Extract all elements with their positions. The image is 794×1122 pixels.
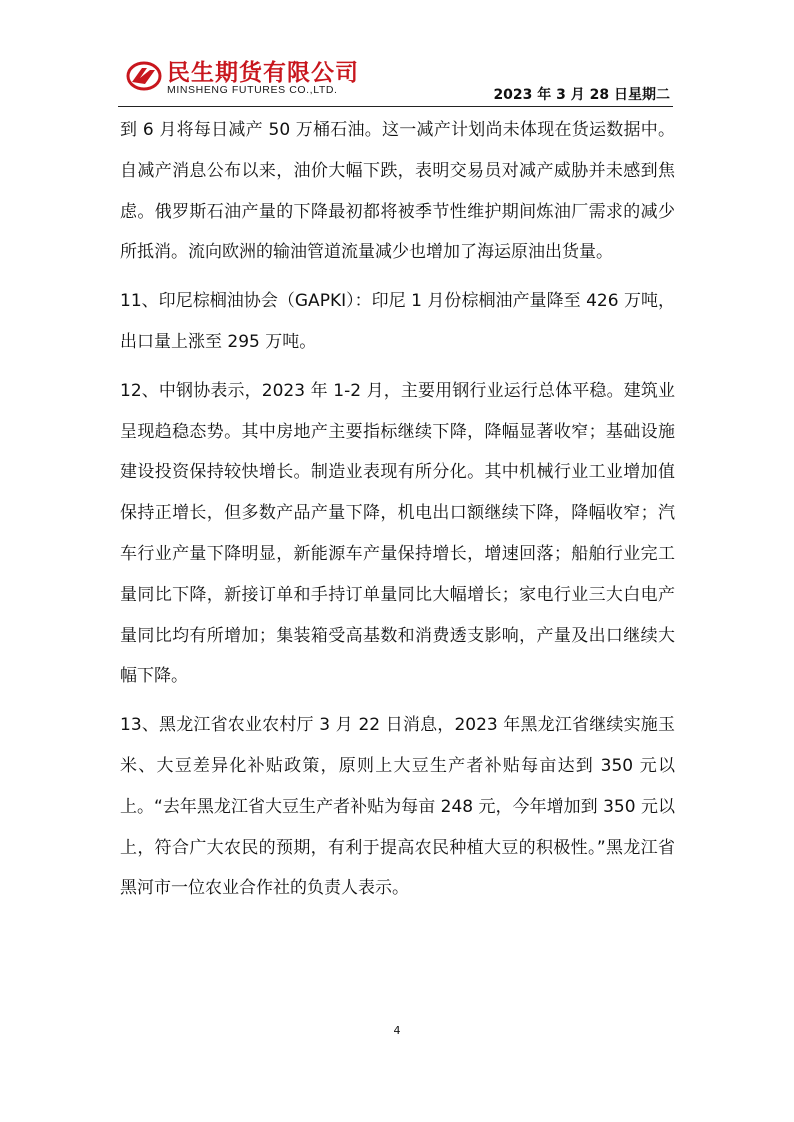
body-text [120, 110, 675, 909]
page-number: 4 [393, 1024, 401, 1037]
paragraph-item-13: 13、黑龙江省农业农村厅 3 月 22 日消息，2023 年黑龙江省继续实施玉米、大豆差异化补贴政策，原则上大豆生产者补贴每亩达到 350 元以上。“去年黑龙江省大豆生产者补贴为每亩 248 元，今年增加到 350 元以上，符合广大农民的预期，有利于提高农民种植大豆的积极性。”黑龙江省黑河市一位农业合作社的负责人表示。 [120, 715, 675, 899]
paragraph-item-12: 12、中钢协表示，2023 年 1-2 月，主要用钢行业运行总体平稳。建筑业呈现趋稳态势。其中房地产主要指标继续下降，降幅显著收窄；基础设施建设投资保持较快增长。制造业表现有所分化。其中机械行业工业增加值保持正增长，但多数产品产量下降，机电出口额继续下降，降幅收窄；汽车行业产量下降明显，新能源车产量保持增长，增速回落；船舶行业完工量同比下降，新接订单和手持订单量同比大幅增长；家电行业三大白电产量同比均有所增加；集装箱受高基数和消费透支影响，产量及出口继续大幅下降。 [120, 380, 675, 687]
paragraph-continuation: 到 6 月将每日减产 50 万桶石油。这一减产计划尚未体现在货运数据中。自减产消息公布以来，油价大幅下跌，表明交易员对减产威胁并未感到焦虑。俄罗斯石油产量的下降最初都将被季节性维护期间炼油厂需求的减少所抵消。流向欧洲的输油管道流量减少也增加了海运原油出货量。 [120, 120, 675, 263]
paragraph-item-11: 11、印尼棕榈油协会（GAPKI）：印尼 1 月份棕榈油产量降至 426 万吨，出口量上涨至 295 万吨。 [120, 291, 675, 352]
page-header [0, 0, 794, 110]
company-name-en: MINSHENG FUTURES CO.,LTD. [167, 84, 338, 96]
minsheng-logo-icon [126, 58, 162, 94]
company-name-cn: 民生期货有限公司 [167, 60, 359, 86]
report-date: 2023 年 3 月 28 日星期二 [493, 87, 670, 103]
header-divider [118, 106, 673, 107]
